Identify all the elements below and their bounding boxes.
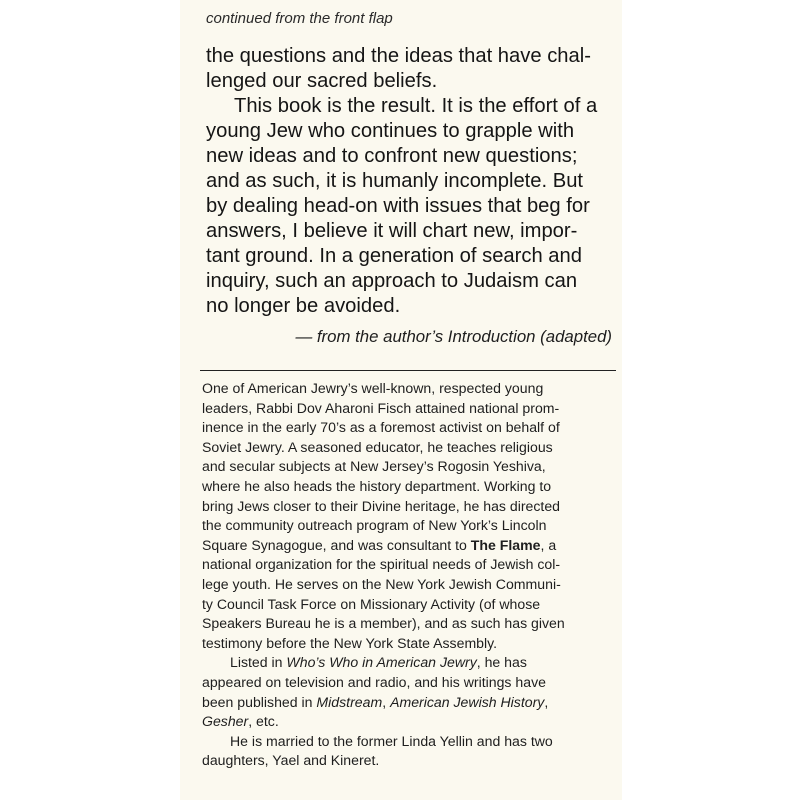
bio-line: Speakers Bureau he is a member), and as such has given xyxy=(202,615,565,632)
bio-line: appeared on television and radio, and his writings have xyxy=(202,673,546,690)
section-divider xyxy=(200,370,616,371)
intro-line: answers, I believe it will chart new, impor- xyxy=(206,220,578,242)
bio-line xyxy=(202,694,548,710)
bio-text: Square Synagogue, and was consultant to xyxy=(202,536,471,553)
intro-line: new ideas and to confront new questions; xyxy=(206,145,578,167)
publication-title: Midstream xyxy=(316,693,383,710)
bio-line: He is married to the former Linda Yellin and has two xyxy=(230,732,553,749)
bio-text: , he has xyxy=(476,654,527,671)
intro-text xyxy=(206,44,612,319)
publication-title: Gesher xyxy=(202,713,249,730)
intro-line: no longer be avoided. xyxy=(206,295,401,317)
intro-paragraph-2 xyxy=(206,94,612,319)
bio-paragraph-2 xyxy=(202,653,616,731)
bio-line: bring Jews closer to their Divine heritage, he has directed xyxy=(202,497,561,514)
bio-line xyxy=(202,537,556,553)
attribution: — from the author’s Introduction (adapted) xyxy=(295,327,612,346)
intro-line: This book is the result. It is the effort of a xyxy=(234,95,598,117)
bio-line: the community outreach program of New York’s Lincoln xyxy=(202,517,547,534)
continued-note: continued from the front flap xyxy=(206,10,393,27)
bio-line: Soviet Jewry. A seasoned educator, he teaches religious xyxy=(202,438,553,455)
intro-line: young Jew who continues to grapple with xyxy=(206,120,575,142)
bio-text: , xyxy=(544,693,549,710)
bio-line: leaders, Rabbi Dov Aharoni Fisch attained national prom- xyxy=(202,399,560,416)
bio-line: national organization for the spiritual needs of Jewish col- xyxy=(202,556,561,573)
bio-text: Listed in xyxy=(230,654,287,671)
bio-line: ty Council Task Force on Missionary Activity (of whose xyxy=(202,595,541,612)
intro-paragraph-1 xyxy=(206,44,612,94)
bio-line xyxy=(230,654,527,670)
bio-line xyxy=(202,713,279,729)
bio-text: , etc. xyxy=(248,713,279,730)
intro-line: inquiry, such an approach to Judaism can xyxy=(206,270,578,292)
intro-line: and as such, it is humanly incomplete. But xyxy=(206,170,584,192)
bio-line: lege youth. He serves on the New York Jewish Communi- xyxy=(202,575,561,592)
intro-line: the questions and the ideas that have chal- xyxy=(206,45,591,67)
bio-line: inence in the early 70’s as a foremost activist on behalf of xyxy=(202,419,560,436)
bio-text: , a xyxy=(540,536,557,553)
intro-line: lenged our sacred beliefs. xyxy=(206,70,438,92)
bio-line: and secular subjects at New Jersey’s Rogosin Yeshiva, xyxy=(202,458,546,475)
author-bio xyxy=(202,379,616,771)
bio-line: One of American Jewry’s well-known, respected young xyxy=(202,380,544,396)
bio-line: where he also heads the history department. Working to xyxy=(202,477,552,494)
bio-line: daughters, Yael and Kineret. xyxy=(202,752,380,769)
bio-line: testimony before the New York State Assembly. xyxy=(202,634,498,651)
bio-text: , xyxy=(382,693,391,710)
intro-line: tant ground. In a generation of search and xyxy=(206,245,582,267)
publication-title: American Jewish History xyxy=(390,693,545,710)
publication-title: Who’s Who in American Jewry xyxy=(286,654,477,671)
bio-paragraph-3 xyxy=(202,732,616,771)
flame-org-name: The Flame xyxy=(470,536,541,553)
bio-paragraph-1 xyxy=(202,379,616,653)
intro-line: by dealing head-on with issues that beg for xyxy=(206,195,590,217)
bio-text: been published in xyxy=(202,693,317,710)
